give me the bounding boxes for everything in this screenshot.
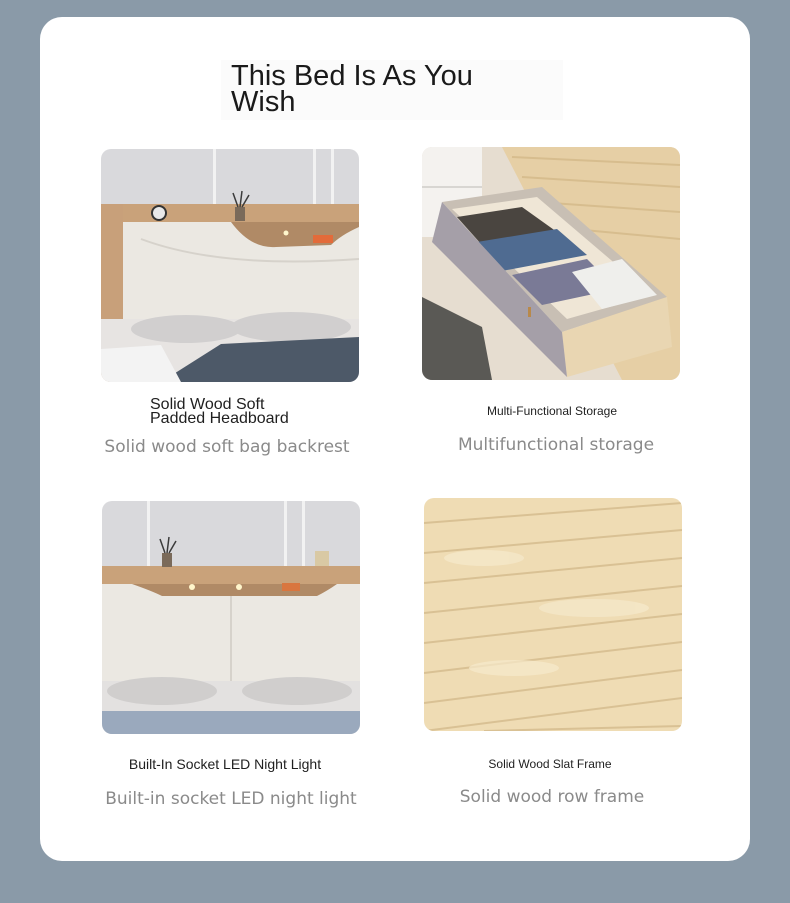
- feature-subtitle: Built-in socket LED night light: [105, 789, 357, 809]
- feature-subtitle: Multifunctional storage: [457, 435, 655, 455]
- page-title: This Bed Is As You Wish: [231, 60, 473, 118]
- feature-title: Solid Wood Slat Frame: [488, 757, 612, 771]
- feature-title: Solid Wood Soft Padded Headboard: [150, 396, 289, 427]
- feature-subtitle: Solid wood soft bag backrest: [104, 437, 350, 457]
- storage-drawer-photo-icon: [422, 147, 680, 380]
- headboard-shelf-photo-icon: [101, 149, 359, 382]
- led-night-light-photo-icon: [102, 501, 360, 734]
- wood-slat-photo-icon: [424, 498, 682, 731]
- feature-subtitle: Solid wood row frame: [459, 787, 645, 807]
- feature-title: Multi-Functional Storage: [486, 404, 618, 418]
- feature-title: Built-In Socket LED Night Light: [128, 756, 322, 772]
